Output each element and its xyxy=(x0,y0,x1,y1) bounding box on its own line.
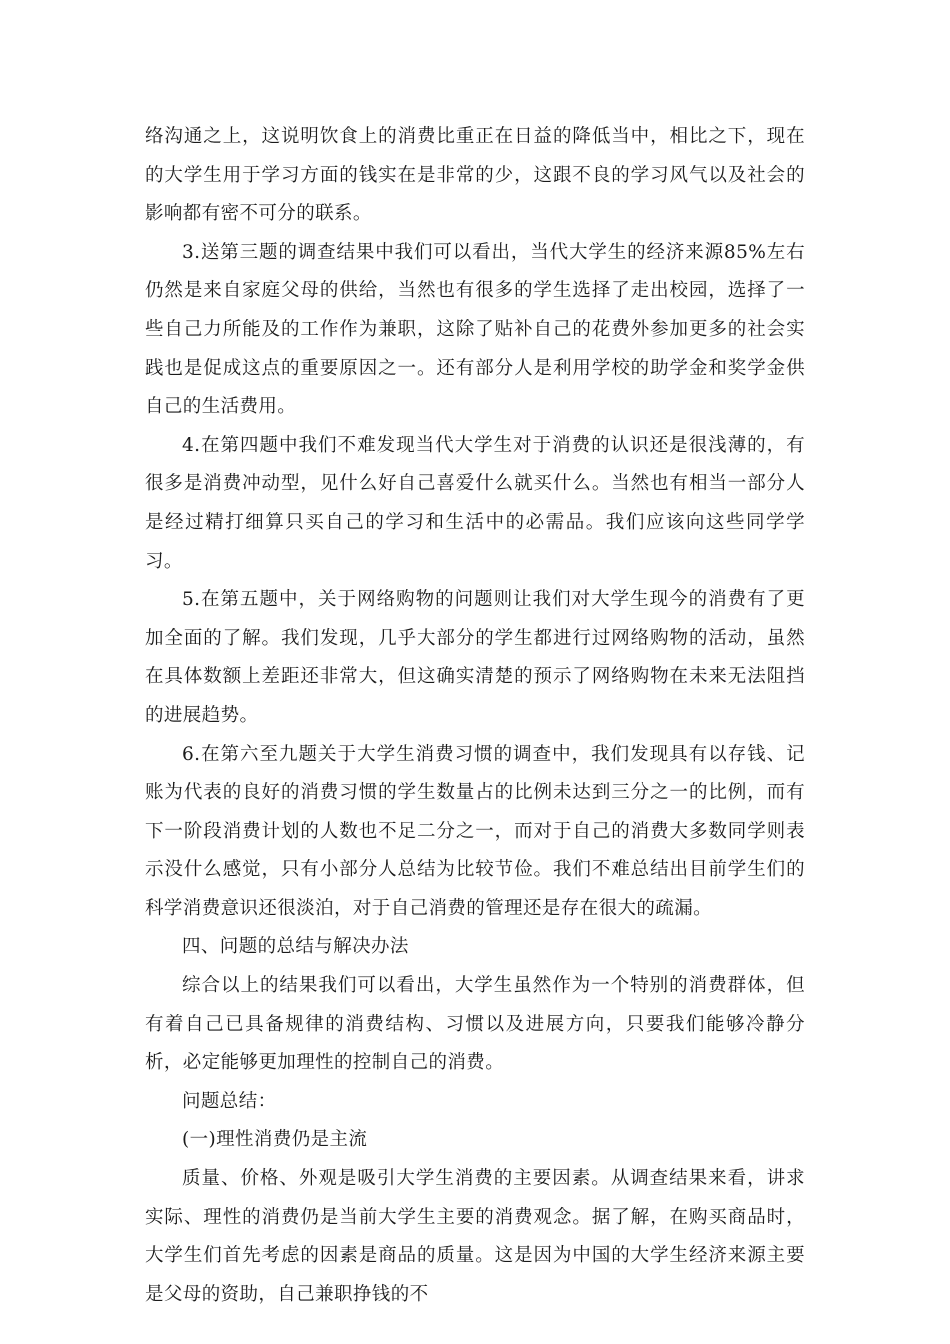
section-heading-4: 四、问题的总结与解决办法 xyxy=(182,936,409,958)
paragraph-item-4: 4.在第四题中我们不难发现当代大学生对于消费的认识还是很浅薄的，有很多是消费冲动型，见什么好自己喜爱什么就买什么。当然也有相当一部分人是经过精打细算只买自己的学习和生活中的必需品。我们应该向这些同学学习。 xyxy=(145,434,805,572)
paragraph-quality-price: 质量、价格、外观是吸引大学生消费的主要因素。从调查结果来看，讲求实际、理性的消费仍是当前大学生主要的消费观念。据了解，在购买商品时，大学生们首先考虑的因素是商品的质量。这是因为中国的大学生经济来源主要是父母的资助，自己兼职挣钱的不 xyxy=(145,1168,805,1305)
paragraph-item-5: 5.在第五题中，关于网络购物的问题则让我们对大学生现今的消费有了更加全面的了解。我们发现，几乎大部分的学生都进行过网络购物的活动，虽然在具体数额上差距还非常大，但这确实清楚的预示了网络购物在未来无法阻挡的进展趋势。 xyxy=(145,589,805,726)
document-body xyxy=(145,118,805,1314)
paragraph-item-6: 6.在第六至九题关于大学生消费习惯的调查中，我们发现具有以存钱、记账为代表的良好的消费习惯的学生数量占的比例未达到三分之一的比例，而有下一阶段消费计划的人数也不足二分之一，而对于自己的消费大多数同学则表示没什么感觉，只有小部分人总结为比较节俭。我们不难总结出目前学生们的科学消费意识还很淡泊，对于自己消费的管理还是存在很大的疏漏。 xyxy=(145,743,805,919)
subheading-rational-consumption: (一)理性消费仍是主流 xyxy=(182,1129,368,1151)
paragraph-continuation: 络沟通之上，这说明饮食上的消费比重正在日益的降低当中，相比之下，现在的大学生用于学习方面的钱实在是非常的少，这跟不良的学习风气以及社会的影响都有密不可分的联系。 xyxy=(145,126,805,225)
paragraph-summary: 综合以上的结果我们可以看出，大学生虽然作为一个特别的消费群体，但有着自己已具备规律的消费结构、习惯以及进展方向，只要我们能够冷静分析，必定能够更加理性的控制自己的消费。 xyxy=(145,975,805,1074)
paragraph-item-3: 3.送第三题的调查结果中我们可以看出，当代大学生的经济来源85%左右仍然是来自家庭父母的供给，当然也有很多的学生选择了走出校园，选择了一些自己力所能及的工作作为兼职，这除了贴补自己的花费外参加更多的社会实践也是促成这点的重要原因之一。还有部分人是利用学校的助学金和奖学金供自己的生活费用。 xyxy=(145,241,805,418)
subheading-problem-summary: 问题总结： xyxy=(182,1090,277,1112)
